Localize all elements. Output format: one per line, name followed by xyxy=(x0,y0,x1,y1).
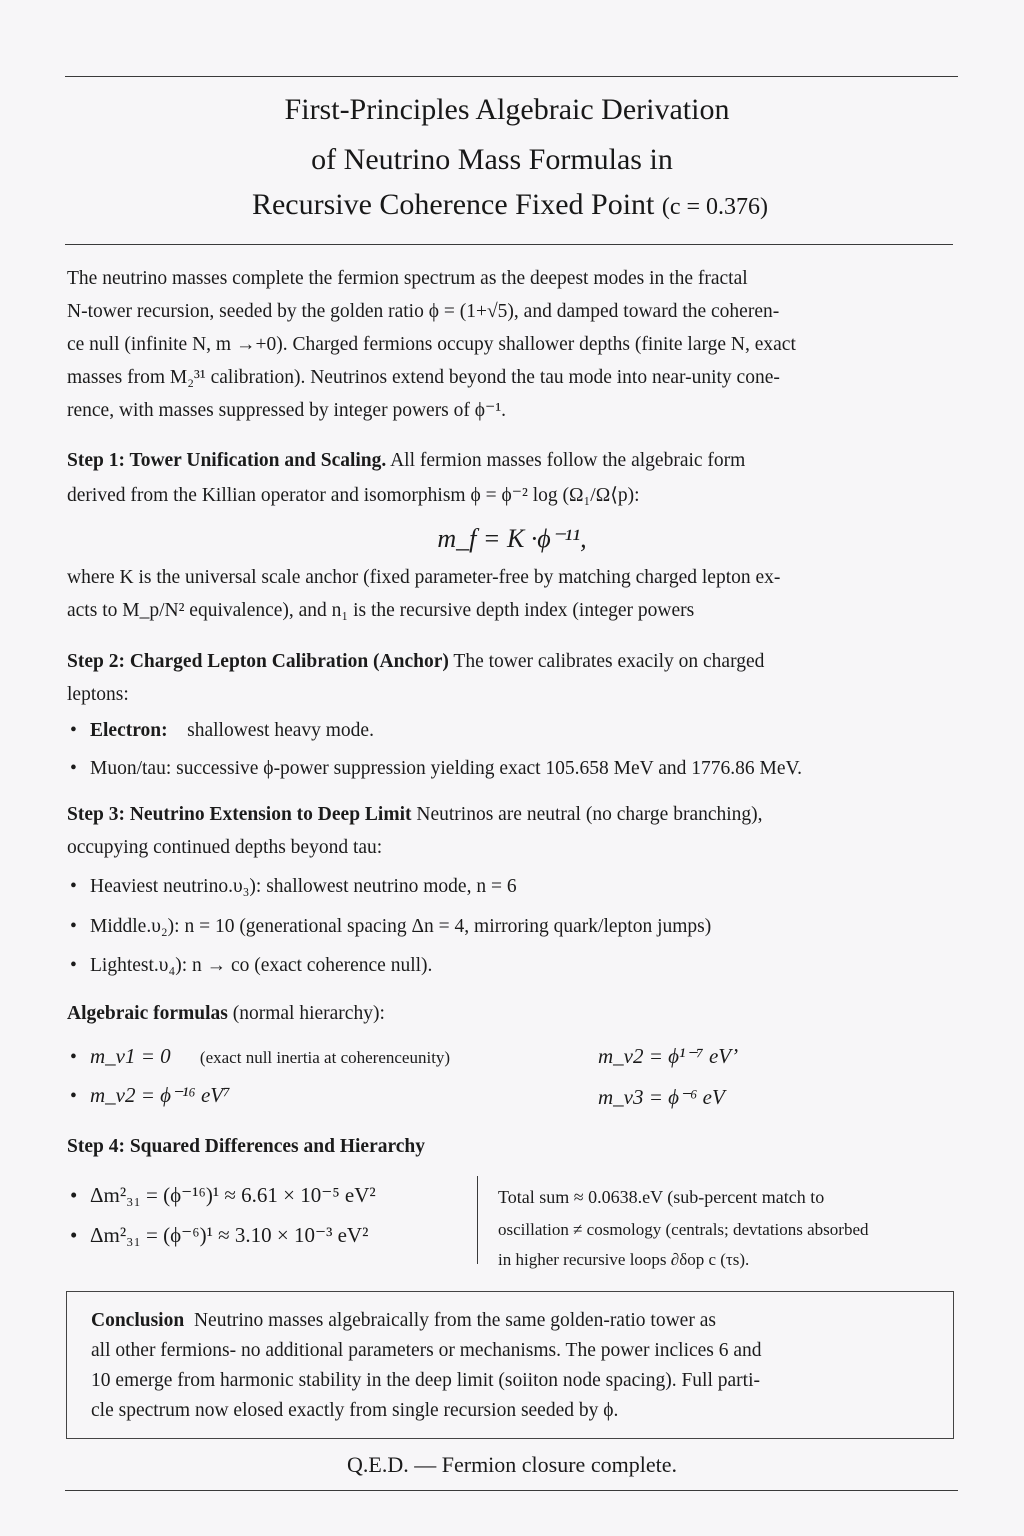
conclusion-text xyxy=(91,1306,931,1426)
step2-heading: Step 2: Charged Lepton Calibration (Anchor) xyxy=(67,651,449,672)
formula-eq: m_ν2 = ϕ⁻¹⁶ eV⁷ xyxy=(90,1083,231,1107)
conclusion-line: 10 emerge from harmonic stability in the deep limit (soiiton node spacing). Full parti- xyxy=(91,1370,760,1391)
formulas-heading-line xyxy=(67,1003,385,1025)
title-rule xyxy=(65,244,953,245)
formula-eq: m_ν1 = 0 xyxy=(90,1044,171,1068)
intro-line: N-tower recursion, seeded by the golden ratio ϕ = (1+√5), and damped toward the coheren- xyxy=(67,301,780,322)
bullet-text: shallowest heavy mode. xyxy=(187,720,374,741)
bullet-text: successive ϕ-power suppression yielding exact 105.658 MeV and 1776.86 MeV. xyxy=(176,758,802,779)
title-param: (c = 0.376) xyxy=(661,194,769,220)
bullet-label: Electron: xyxy=(90,720,168,741)
formula-left: • m_ν1 = 0 (exact null inertia at coherenceunity) xyxy=(70,1044,451,1068)
title-line-2: of Neutrino Mass Formulas in xyxy=(311,143,673,176)
step2-bullet-muon-tau: • Muon/tau: successive ϕ-power suppression yielding exact 105.658 MeV and 1776.86 MeV. xyxy=(70,758,802,779)
step4-heading: Step 4: Squared Differences and Hierarchy xyxy=(67,1136,426,1157)
conclusion-label: Conclusion xyxy=(91,1310,185,1331)
step3-bullet: • Heaviest neutrino.υ₃): shallowest neutrino mode, n = 6 xyxy=(70,876,517,897)
conclusion-line: all other fermions- no additional parameters or mechanisms. The power inclices 6 and xyxy=(91,1340,762,1361)
bullet-text: Middle.υ₂): n = 10 (generational spacing Δn = 4, mirroring quark/lepton jumps) xyxy=(90,916,712,937)
step4-bullet: • Δm²₃₁ = (ϕ⁻¹⁶)¹ ≈ 6.61 × 10⁻⁵ eV² xyxy=(70,1183,376,1207)
step3-line1 xyxy=(67,804,763,826)
bullet-label: Muon/tau: xyxy=(90,758,172,779)
formula-note: (exact null inertia at coherenceunity) xyxy=(199,1048,451,1067)
bullet-text: Heaviest neutrino.υ₃): shallowest neutrino mode, n = 6 xyxy=(90,876,517,897)
step3-text1: Neutrinos are neutral (no charge branching), xyxy=(416,804,763,825)
top-rule xyxy=(65,76,958,77)
intro-paragraph xyxy=(67,262,977,427)
title-line-3 xyxy=(0,188,1022,222)
step4-bullet: • Δm²₃₁ = (ϕ⁻⁶)¹ ≈ 3.10 × 10⁻³ eV² xyxy=(70,1223,369,1247)
step3-bullet: • Lightest.υ₄): n → co (exact coherence null). xyxy=(70,955,433,976)
step1-after2: acts to M_p/N² equivalence), and n₁ is the recursive depth index (integer powers xyxy=(67,600,695,621)
step4-side-line: in higher recursive loops ∂δop c (τs). xyxy=(498,1250,750,1269)
intro-line: ce null (infinite N, m →+0). Charged fermions occupy shallower depths (finite large N, exact xyxy=(67,334,796,355)
step4-divider xyxy=(477,1176,478,1264)
conclusion-line-text: Neutrino masses algebraically from the same golden-ratio tower as xyxy=(193,1310,716,1331)
step4-side-line: oscillation ≠ cosmology (centrals; devtations absorbed xyxy=(498,1220,869,1239)
conclusion-line xyxy=(91,1306,931,1336)
formula-right: m_ν2 = ϕ¹⁻⁷ eV’ xyxy=(598,1044,739,1068)
formula-right: m_ν3 = ϕ⁻⁶ eV xyxy=(598,1085,725,1109)
step1-text2: derived from the Killian operator and isomorphism ϕ = ϕ⁻² log (Ω₁/Ω⟨p): xyxy=(67,485,640,506)
conclusion-line: cle spectrum now elosed exactly from single recursion seeded by ϕ. xyxy=(91,1400,619,1421)
formulas-heading-note: (normal hierarchy): xyxy=(232,1003,385,1024)
intro-line: masses from M₂³¹ calibration). Neutrinos extend beyond the tau mode into near-unity cone- xyxy=(67,367,780,388)
step3-text2: occupying continued depths beyond tau: xyxy=(67,837,383,858)
step1-line1 xyxy=(67,450,745,472)
step1-text1: All fermion masses follow the algebraic form xyxy=(390,450,746,471)
formulas-heading: Algebraic formulas xyxy=(67,1003,228,1024)
title-line-3-text: Recursive Coherence Fixed Point xyxy=(251,188,655,221)
step3-heading: Step 3: Neutrino Extension to Deep Limit xyxy=(67,804,412,825)
step1-after1: where K is the universal scale anchor (fixed parameter-free by matching charged lepton ex- xyxy=(67,567,781,588)
bullet-text: Δm²₃₁ = (ϕ⁻¹⁶)¹ ≈ 6.61 × 10⁻⁵ eV² xyxy=(90,1183,376,1207)
step2-bullet-electron: • Electron: shallowest heavy mode. xyxy=(70,720,374,741)
intro-line: The neutrino masses complete the fermion spectrum as the deepest modes in the fractal xyxy=(67,268,748,289)
step1-heading: Step 1: Tower Unification and Scaling. xyxy=(67,450,387,471)
step4-side-line: Total sum ≈ 0.0638.eV (sub-percent match to xyxy=(498,1187,825,1207)
conclusion-box xyxy=(66,1291,954,1439)
bullet-text: Lightest.υ₄): n → co (exact coherence null). xyxy=(90,955,433,976)
intro-line: rence, with masses suppressed by integer powers of ϕ⁻¹. xyxy=(67,400,507,421)
bullet-text: Δm²₃₁ = (ϕ⁻⁶)¹ ≈ 3.10 × 10⁻³ eV² xyxy=(90,1223,369,1247)
step2-text2: leptons: xyxy=(67,684,129,705)
title-line-1: First-Principles Algebraic Derivation xyxy=(284,93,730,126)
formula-left: • m_ν2 = ϕ⁻¹⁶ eV⁷ xyxy=(70,1083,231,1107)
step2-text1: The tower calibrates exacily on charged xyxy=(453,651,765,672)
qed-line: Q.E.D. — Fermion closure complete. xyxy=(347,1452,677,1477)
step2-line1 xyxy=(67,651,764,673)
bottom-rule xyxy=(65,1490,958,1491)
step1-equation: m_f = K ·ϕ⁻¹¹, xyxy=(437,524,587,553)
step3-bullet: • Middle.υ₂): n = 10 (generational spacing Δn = 4, mirroring quark/lepton jumps) xyxy=(70,916,712,937)
